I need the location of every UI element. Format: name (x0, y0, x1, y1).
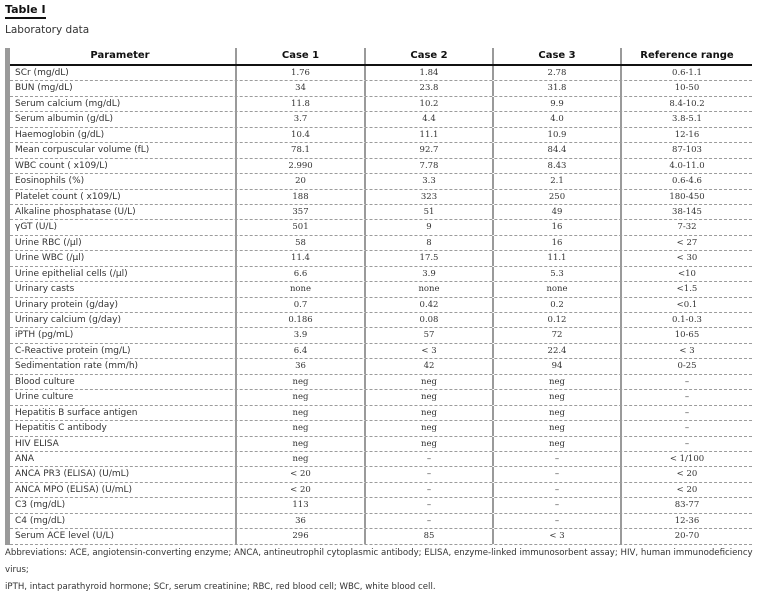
table-row (5, 174, 752, 189)
cell-case-3: none (494, 282, 622, 296)
table-row (5, 313, 752, 328)
cell-case-3: < 3 (494, 529, 622, 543)
table-row (5, 298, 752, 313)
table-row (5, 267, 752, 282)
header-parameter: Parameter (5, 48, 237, 64)
cell-case-2: neg (366, 406, 494, 420)
cell-case-3: 16 (494, 220, 622, 234)
cell-parameter: ANCA MPO (ELISA) (U/mL) (5, 483, 237, 497)
cell-case-1: < 20 (237, 467, 366, 481)
table-row (5, 467, 752, 482)
cell-case-1: 6.4 (237, 344, 366, 358)
cell-parameter: Blood culture (5, 375, 237, 389)
cell-case-1: 2.990 (237, 159, 366, 173)
cell-case-3: – (494, 452, 622, 466)
cell-reference-range: <10 (678, 268, 696, 279)
cell-case-1: 0.7 (237, 298, 366, 312)
cell-case-2: 10.2 (366, 97, 494, 111)
cell-case-2: 85 (366, 529, 494, 543)
table-row (5, 205, 752, 220)
cell-reference-range: 4.0-11.0 (669, 160, 705, 171)
cell-reference-range: < 1/100 (669, 453, 705, 464)
cell-parameter: Serum ACE level (U/L) (5, 529, 237, 543)
cell-case-3: – (494, 483, 622, 497)
cell-reference-range: < 20 (676, 484, 698, 495)
cell-case-2: 323 (366, 190, 494, 204)
cell-parameter: Serum albumin (g/dL) (5, 112, 237, 126)
table-row (5, 143, 752, 158)
cell-case-2: – (366, 467, 494, 481)
cell-reference-range: 3.8-5.1 (672, 114, 702, 125)
cell-parameter: Hepatitis B surface antigen (5, 406, 237, 420)
table-left-accent-bar (5, 48, 10, 545)
cell-parameter: WBC count ( x109/L) (5, 159, 237, 173)
cell-case-1: 357 (237, 205, 366, 219)
cell-reference-range: 83-77 (674, 500, 700, 511)
cell-case-1: neg (237, 390, 366, 404)
cell-case-3: 0.12 (494, 313, 622, 327)
cell-case-1: 11.4 (237, 251, 366, 265)
table-title: Table I (5, 3, 46, 19)
cell-case-3: – (494, 467, 622, 481)
table-row (5, 437, 752, 452)
cell-case-3: 22.4 (494, 344, 622, 358)
cell-case-3: 16 (494, 236, 622, 250)
cell-parameter: HIV ELISA (5, 437, 237, 451)
cell-parameter: γGT (U/L) (5, 220, 237, 234)
cell-reference-range: 7-32 (677, 222, 697, 233)
cell-case-1: neg (237, 437, 366, 451)
table-body (5, 66, 752, 545)
cell-case-2: 8 (366, 236, 494, 250)
cell-parameter: BUN (mg/dL) (5, 81, 237, 95)
table-row (5, 344, 752, 359)
cell-case-3: 49 (494, 205, 622, 219)
cell-parameter: SCr (mg/dL) (5, 66, 237, 80)
cell-case-2: 1.84 (366, 66, 494, 80)
cell-parameter: Urine RBC (/μl) (5, 236, 237, 250)
cell-reference-range: 12-36 (674, 515, 700, 526)
table-row (5, 375, 752, 390)
cell-reference-range: < 30 (676, 253, 698, 264)
table-row (5, 328, 752, 343)
cell-case-2: – (366, 452, 494, 466)
cell-parameter: Urinary casts (5, 282, 237, 296)
cell-reference-range: – (684, 407, 690, 418)
table-row (5, 452, 752, 467)
cell-reference-range: 20-70 (674, 531, 700, 542)
cell-case-2: none (366, 282, 494, 296)
table-row (5, 514, 752, 529)
lab-data-table (5, 48, 752, 545)
table-row (5, 421, 752, 436)
cell-reference-range: 10-50 (674, 83, 700, 94)
cell-case-2: 92.7 (366, 143, 494, 157)
cell-parameter: Hepatitis C antibody (5, 421, 237, 435)
cell-case-2: – (366, 483, 494, 497)
cell-case-3: 72 (494, 328, 622, 342)
cell-case-1: none (237, 282, 366, 296)
cell-parameter: C4 (mg/dL) (5, 514, 237, 528)
cell-case-1: 188 (237, 190, 366, 204)
cell-reference-range: 180-450 (669, 191, 705, 202)
cell-reference-range: 0.6-1.1 (672, 68, 702, 78)
cell-parameter: ANA (5, 452, 237, 466)
cell-case-3: 0.2 (494, 298, 622, 312)
cell-case-2: 0.42 (366, 298, 494, 312)
cell-case-3: 250 (494, 190, 622, 204)
cell-reference-range: < 3 (679, 345, 695, 356)
cell-case-3: 11.1 (494, 251, 622, 265)
cell-case-2: 17.5 (366, 251, 494, 265)
cell-case-3: neg (494, 437, 622, 451)
cell-case-1: 36 (237, 514, 366, 528)
cell-reference-range: < 27 (676, 237, 698, 248)
cell-case-1: 1.76 (237, 66, 366, 80)
table-header-row (5, 48, 752, 66)
cell-case-2: 9 (366, 220, 494, 234)
cell-reference-range: <1.5 (676, 284, 698, 295)
cell-case-1: neg (237, 375, 366, 389)
cell-case-1: 0.186 (237, 313, 366, 327)
table-row (5, 529, 752, 544)
cell-parameter: Urinary protein (g/day) (5, 298, 237, 312)
cell-parameter: Alkaline phosphatase (U/L) (5, 205, 237, 219)
cell-case-3: 94 (494, 359, 622, 373)
cell-parameter: Mean corpuscular volume (fL) (5, 143, 237, 157)
cell-case-2: 7.78 (366, 159, 494, 173)
table-caption: Laboratory data (5, 24, 90, 36)
table-row (5, 128, 752, 143)
table-row (5, 236, 752, 251)
cell-reference-range: – (684, 376, 690, 387)
cell-case-3: – (494, 514, 622, 528)
cell-case-3: 84.4 (494, 143, 622, 157)
footnote-line: iPTH, intact parathyroid hormone; SCr, serum creatinine; RBC, red blood cell; WBC, white blood cell. (5, 582, 436, 592)
cell-case-3: 8.43 (494, 159, 622, 173)
cell-parameter: Eosinophils (%) (5, 174, 237, 188)
cell-parameter: C-Reactive protein (mg/L) (5, 344, 237, 358)
cell-case-1: 3.9 (237, 328, 366, 342)
cell-parameter: Haemoglobin (g/dL) (5, 128, 237, 142)
footnote-line: Abbreviations: ACE, angiotensin-converting enzyme; ANCA, antineutrophil cytoplasmic antibody; ELISA, enzyme-linked immunosorbent assay; HIV, human immunodeficiency virus; (5, 548, 753, 575)
cell-case-3: 2.78 (494, 66, 622, 80)
cell-case-2: – (366, 514, 494, 528)
cell-case-3: neg (494, 390, 622, 404)
table-row (5, 282, 752, 297)
header-case-3: Case 3 (494, 48, 622, 64)
cell-case-3: 4.0 (494, 112, 622, 126)
cell-case-2: 11.1 (366, 128, 494, 142)
cell-reference-range: <0.1 (676, 299, 698, 310)
cell-case-3: 31.8 (494, 81, 622, 95)
cell-parameter: ANCA PR3 (ELISA) (U/mL) (5, 467, 237, 481)
cell-case-2: neg (366, 437, 494, 451)
cell-reference-range: 38-145 (672, 206, 702, 217)
cell-parameter: Platelet count ( x109/L) (5, 190, 237, 204)
cell-reference-range: 12-16 (674, 129, 700, 140)
table-row (5, 159, 752, 174)
cell-case-1: 501 (237, 220, 366, 234)
cell-case-1: 78.1 (237, 143, 366, 157)
cell-case-3: 5.3 (494, 267, 622, 281)
table-row (5, 406, 752, 421)
cell-case-2: < 3 (366, 344, 494, 358)
header-reference-range: Reference range (640, 50, 734, 61)
cell-case-1: neg (237, 452, 366, 466)
cell-case-2: neg (366, 421, 494, 435)
cell-reference-range: 8.4-10.2 (669, 98, 705, 109)
cell-case-3: neg (494, 406, 622, 420)
cell-case-2: 4.4 (366, 112, 494, 126)
cell-parameter: iPTH (pg/mL) (5, 328, 237, 342)
table-row (5, 390, 752, 405)
cell-case-2: 3.9 (366, 267, 494, 281)
cell-reference-range: – (684, 423, 690, 434)
cell-reference-range: 0-25 (677, 361, 697, 372)
table-row (5, 498, 752, 513)
table-row (5, 220, 752, 235)
cell-case-1: 6.6 (237, 267, 366, 281)
cell-case-3: – (494, 498, 622, 512)
cell-parameter: Urine epithelial cells (/μl) (5, 267, 237, 281)
cell-case-1: neg (237, 406, 366, 420)
table-row (5, 81, 752, 96)
cell-parameter: C3 (mg/dL) (5, 498, 237, 512)
cell-case-3: 10.9 (494, 128, 622, 142)
cell-case-2: – (366, 498, 494, 512)
cell-case-2: 57 (366, 328, 494, 342)
cell-case-3: neg (494, 375, 622, 389)
header-case-2: Case 2 (366, 48, 494, 64)
cell-parameter: Urine WBC (/μl) (5, 251, 237, 265)
cell-case-1: 34 (237, 81, 366, 95)
cell-case-1: 113 (237, 498, 366, 512)
cell-reference-range: – (684, 438, 690, 449)
table-row (5, 97, 752, 112)
cell-parameter: Sedimentation rate (mm/h) (5, 359, 237, 373)
cell-case-1: neg (237, 421, 366, 435)
cell-case-1: 3.7 (237, 112, 366, 126)
cell-reference-range: – (684, 392, 690, 403)
cell-case-1: < 20 (237, 483, 366, 497)
table-row (5, 251, 752, 266)
cell-case-3: neg (494, 421, 622, 435)
cell-case-1: 58 (237, 236, 366, 250)
cell-reference-range: 10-65 (674, 330, 700, 341)
cell-case-2: 23.8 (366, 81, 494, 95)
cell-case-2: 42 (366, 359, 494, 373)
cell-case-1: 20 (237, 174, 366, 188)
cell-parameter: Serum calcium (mg/dL) (5, 97, 237, 111)
cell-case-2: neg (366, 375, 494, 389)
table-row (5, 359, 752, 374)
table-row (5, 66, 752, 81)
cell-case-1: 11.8 (237, 97, 366, 111)
cell-parameter: Urine culture (5, 390, 237, 404)
cell-case-2: 3.3 (366, 174, 494, 188)
table-footnote (5, 545, 755, 596)
table-row (5, 190, 752, 205)
cell-reference-range: 0.6-4.6 (672, 176, 702, 187)
cell-reference-range: 0.1-0.3 (672, 315, 702, 325)
cell-case-3: 2.1 (494, 174, 622, 188)
cell-case-2: neg (366, 390, 494, 404)
table-row (5, 483, 752, 498)
cell-case-1: 36 (237, 359, 366, 373)
cell-case-1: 10.4 (237, 128, 366, 142)
table-row (5, 112, 752, 127)
cell-reference-range: 87-103 (672, 145, 702, 156)
cell-case-2: 0.08 (366, 313, 494, 327)
cell-parameter: Urinary calcium (g/day) (5, 313, 237, 327)
cell-case-2: 51 (366, 205, 494, 219)
cell-case-1: 296 (237, 529, 366, 543)
header-case-1: Case 1 (237, 48, 366, 64)
cell-reference-range: < 20 (676, 469, 698, 480)
cell-case-3: 9.9 (494, 97, 622, 111)
